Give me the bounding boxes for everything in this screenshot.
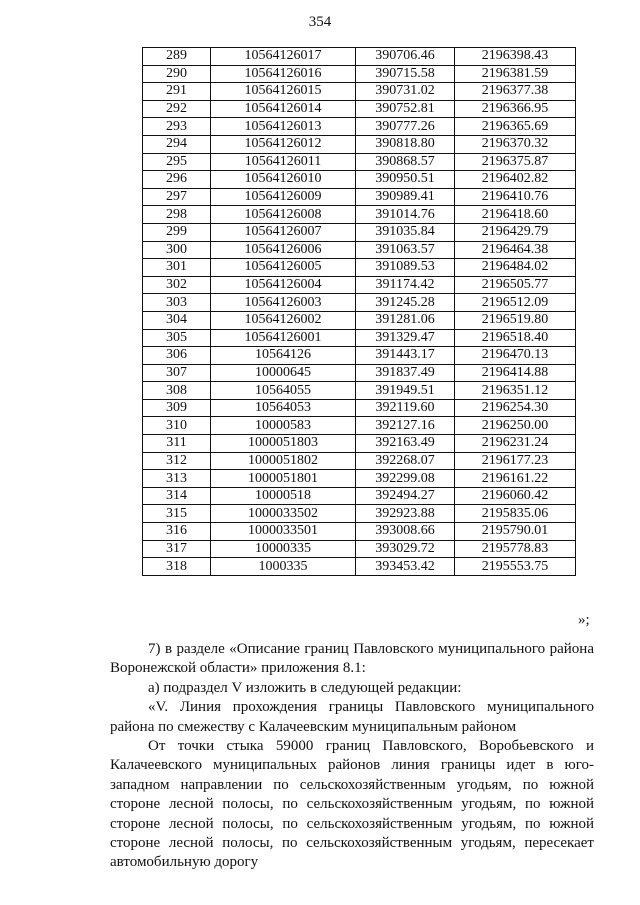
point-id-cell: 10564126009 bbox=[211, 188, 356, 206]
table-row bbox=[143, 452, 576, 470]
point-id-cell: 10564126014 bbox=[211, 100, 356, 118]
table-row bbox=[143, 118, 576, 136]
point-id-cell: 10564126006 bbox=[211, 241, 356, 259]
x-coordinate-cell: 393453.42 bbox=[356, 558, 455, 576]
y-coordinate-cell: 2196254.30 bbox=[455, 399, 576, 417]
coordinates-table bbox=[142, 47, 576, 576]
y-coordinate-cell: 2196060.42 bbox=[455, 487, 576, 505]
y-coordinate-cell: 2196366.95 bbox=[455, 100, 576, 118]
x-coordinate-cell: 392119.60 bbox=[356, 399, 455, 417]
x-coordinate-cell: 391035.84 bbox=[356, 223, 455, 241]
x-coordinate-cell: 391063.57 bbox=[356, 241, 455, 259]
x-coordinate-cell: 390752.81 bbox=[356, 100, 455, 118]
point-number-cell: 313 bbox=[143, 470, 211, 488]
x-coordinate-cell: 390950.51 bbox=[356, 171, 455, 189]
point-number-cell: 303 bbox=[143, 294, 211, 312]
point-number-cell: 311 bbox=[143, 435, 211, 453]
y-coordinate-cell: 2195790.01 bbox=[455, 523, 576, 541]
y-coordinate-cell: 2196177.23 bbox=[455, 452, 576, 470]
point-id-cell: 10000335 bbox=[211, 540, 356, 558]
point-number-cell: 293 bbox=[143, 118, 211, 136]
point-id-cell: 10564126004 bbox=[211, 276, 356, 294]
y-coordinate-cell: 2196505.77 bbox=[455, 276, 576, 294]
point-id-cell: 10564126 bbox=[211, 347, 356, 365]
point-number-cell: 301 bbox=[143, 259, 211, 277]
y-coordinate-cell: 2196161.22 bbox=[455, 470, 576, 488]
x-coordinate-cell: 391329.47 bbox=[356, 329, 455, 347]
point-number-cell: 316 bbox=[143, 523, 211, 541]
table-row bbox=[143, 276, 576, 294]
point-id-cell: 10000645 bbox=[211, 364, 356, 382]
table-row bbox=[143, 294, 576, 312]
point-id-cell: 10564126001 bbox=[211, 329, 356, 347]
point-id-cell: 10564053 bbox=[211, 399, 356, 417]
y-coordinate-cell: 2196470.13 bbox=[455, 347, 576, 365]
table-close-mark: »; bbox=[578, 612, 590, 628]
x-coordinate-cell: 390818.80 bbox=[356, 135, 455, 153]
y-coordinate-cell: 2196351.12 bbox=[455, 382, 576, 400]
point-id-cell: 10564126016 bbox=[211, 65, 356, 83]
table-row bbox=[143, 523, 576, 541]
point-id-cell: 1000051802 bbox=[211, 452, 356, 470]
table-row bbox=[143, 135, 576, 153]
y-coordinate-cell: 2196402.82 bbox=[455, 171, 576, 189]
point-number-cell: 308 bbox=[143, 382, 211, 400]
x-coordinate-cell: 390777.26 bbox=[356, 118, 455, 136]
point-id-cell: 10564126007 bbox=[211, 223, 356, 241]
x-coordinate-cell: 391014.76 bbox=[356, 206, 455, 224]
paragraph-section-title: «V. Линия прохождения границы Павловского муниципального района по смежеству с Калачеевским муниципальным районом bbox=[110, 699, 594, 735]
x-coordinate-cell: 390989.41 bbox=[356, 188, 455, 206]
point-number-cell: 298 bbox=[143, 206, 211, 224]
x-coordinate-cell: 391949.51 bbox=[356, 382, 455, 400]
point-id-cell: 10564126017 bbox=[211, 48, 356, 66]
page-number: 354 bbox=[308, 14, 332, 30]
point-number-cell: 297 bbox=[143, 188, 211, 206]
point-number-cell: 299 bbox=[143, 223, 211, 241]
y-coordinate-cell: 2195778.83 bbox=[455, 540, 576, 558]
point-id-cell: 1000335 bbox=[211, 558, 356, 576]
point-number-cell: 307 bbox=[143, 364, 211, 382]
table-row bbox=[143, 65, 576, 83]
table-row bbox=[143, 188, 576, 206]
point-number-cell: 305 bbox=[143, 329, 211, 347]
table-row bbox=[143, 329, 576, 347]
x-coordinate-cell: 391443.17 bbox=[356, 347, 455, 365]
point-number-cell: 310 bbox=[143, 417, 211, 435]
table-row bbox=[143, 241, 576, 259]
table-row bbox=[143, 171, 576, 189]
table-row bbox=[143, 505, 576, 523]
x-coordinate-cell: 392494.27 bbox=[356, 487, 455, 505]
point-number-cell: 306 bbox=[143, 347, 211, 365]
table-row bbox=[143, 399, 576, 417]
table-row bbox=[143, 223, 576, 241]
x-coordinate-cell: 391174.42 bbox=[356, 276, 455, 294]
point-number-cell: 309 bbox=[143, 399, 211, 417]
y-coordinate-cell: 2196518.40 bbox=[455, 329, 576, 347]
table-row bbox=[143, 435, 576, 453]
point-id-cell: 1000051803 bbox=[211, 435, 356, 453]
paragraph-subsection-a: а) подраздел V изложить в следующей редакции: bbox=[148, 679, 462, 696]
table-row bbox=[143, 540, 576, 558]
y-coordinate-cell: 2196365.69 bbox=[455, 118, 576, 136]
y-coordinate-cell: 2196370.32 bbox=[455, 135, 576, 153]
point-id-cell: 10564126010 bbox=[211, 171, 356, 189]
y-coordinate-cell: 2196377.38 bbox=[455, 83, 576, 101]
point-id-cell: 10564126005 bbox=[211, 259, 356, 277]
point-id-cell: 10564126008 bbox=[211, 206, 356, 224]
x-coordinate-cell: 390731.02 bbox=[356, 83, 455, 101]
point-number-cell: 300 bbox=[143, 241, 211, 259]
point-id-cell: 10564126012 bbox=[211, 135, 356, 153]
table-row bbox=[143, 470, 576, 488]
point-number-cell: 317 bbox=[143, 540, 211, 558]
x-coordinate-cell: 390706.46 bbox=[356, 48, 455, 66]
table-row bbox=[143, 206, 576, 224]
point-id-cell: 10564126015 bbox=[211, 83, 356, 101]
x-coordinate-cell: 390868.57 bbox=[356, 153, 455, 171]
table-row bbox=[143, 347, 576, 365]
point-number-cell: 304 bbox=[143, 311, 211, 329]
y-coordinate-cell: 2196484.02 bbox=[455, 259, 576, 277]
y-coordinate-cell: 2196464.38 bbox=[455, 241, 576, 259]
table-row bbox=[143, 364, 576, 382]
x-coordinate-cell: 392127.16 bbox=[356, 417, 455, 435]
point-id-cell: 10564126011 bbox=[211, 153, 356, 171]
y-coordinate-cell: 2196250.00 bbox=[455, 417, 576, 435]
coordinates-table-body bbox=[143, 48, 576, 576]
point-id-cell: 10564126002 bbox=[211, 311, 356, 329]
table-row bbox=[143, 259, 576, 277]
table-row bbox=[143, 417, 576, 435]
y-coordinate-cell: 2196414.88 bbox=[455, 364, 576, 382]
table-row bbox=[143, 558, 576, 576]
point-id-cell: 10564055 bbox=[211, 382, 356, 400]
x-coordinate-cell: 392268.07 bbox=[356, 452, 455, 470]
point-id-cell: 1000033502 bbox=[211, 505, 356, 523]
document-body bbox=[110, 640, 594, 873]
point-id-cell: 10564126013 bbox=[211, 118, 356, 136]
x-coordinate-cell: 393008.66 bbox=[356, 523, 455, 541]
table-row bbox=[143, 311, 576, 329]
point-number-cell: 302 bbox=[143, 276, 211, 294]
point-number-cell: 292 bbox=[143, 100, 211, 118]
point-number-cell: 295 bbox=[143, 153, 211, 171]
y-coordinate-cell: 2195835.06 bbox=[455, 505, 576, 523]
point-number-cell: 291 bbox=[143, 83, 211, 101]
point-number-cell: 290 bbox=[143, 65, 211, 83]
point-number-cell: 294 bbox=[143, 135, 211, 153]
y-coordinate-cell: 2195553.75 bbox=[455, 558, 576, 576]
y-coordinate-cell: 2196519.80 bbox=[455, 311, 576, 329]
x-coordinate-cell: 392163.49 bbox=[356, 435, 455, 453]
point-id-cell: 10564126003 bbox=[211, 294, 356, 312]
point-number-cell: 289 bbox=[143, 48, 211, 66]
table-row bbox=[143, 83, 576, 101]
y-coordinate-cell: 2196429.79 bbox=[455, 223, 576, 241]
x-coordinate-cell: 391089.53 bbox=[356, 259, 455, 277]
y-coordinate-cell: 2196410.76 bbox=[455, 188, 576, 206]
point-number-cell: 315 bbox=[143, 505, 211, 523]
point-number-cell: 314 bbox=[143, 487, 211, 505]
point-number-cell: 318 bbox=[143, 558, 211, 576]
table-row bbox=[143, 48, 576, 66]
x-coordinate-cell: 392299.08 bbox=[356, 470, 455, 488]
table-row bbox=[143, 487, 576, 505]
x-coordinate-cell: 391837.49 bbox=[356, 364, 455, 382]
y-coordinate-cell: 2196381.59 bbox=[455, 65, 576, 83]
paragraph-boundary-description: От точки стыка 59000 границ Павловского, Воробьевского и Калачеевского муниципальных районов линия границы идет в юго-западном направлении по сельскохозяйственным угодьям, по южной стороне лесной полосы, по сельскохозяйственным угодьям, по южной стороне лесной полосы, по сельскохозяйственным угодьям, по южной стороне лесной полосы, по сельскохозяйственным угодьям, пересекает автомобильную дорогу bbox=[110, 738, 594, 871]
table-row bbox=[143, 100, 576, 118]
point-number-cell: 312 bbox=[143, 452, 211, 470]
point-id-cell: 10000583 bbox=[211, 417, 356, 435]
y-coordinate-cell: 2196512.09 bbox=[455, 294, 576, 312]
y-coordinate-cell: 2196398.43 bbox=[455, 48, 576, 66]
x-coordinate-cell: 391281.06 bbox=[356, 311, 455, 329]
point-id-cell: 1000033501 bbox=[211, 523, 356, 541]
x-coordinate-cell: 390715.58 bbox=[356, 65, 455, 83]
point-id-cell: 1000051801 bbox=[211, 470, 356, 488]
table-row bbox=[143, 382, 576, 400]
x-coordinate-cell: 392923.88 bbox=[356, 505, 455, 523]
point-id-cell: 10000518 bbox=[211, 487, 356, 505]
paragraph-section-7: 7) в разделе «Описание границ Павловского муниципального района Воронежской области» приложения 8.1: bbox=[110, 641, 594, 677]
point-number-cell: 296 bbox=[143, 171, 211, 189]
x-coordinate-cell: 391245.28 bbox=[356, 294, 455, 312]
y-coordinate-cell: 2196231.24 bbox=[455, 435, 576, 453]
y-coordinate-cell: 2196418.60 bbox=[455, 206, 576, 224]
x-coordinate-cell: 393029.72 bbox=[356, 540, 455, 558]
y-coordinate-cell: 2196375.87 bbox=[455, 153, 576, 171]
table-row bbox=[143, 153, 576, 171]
